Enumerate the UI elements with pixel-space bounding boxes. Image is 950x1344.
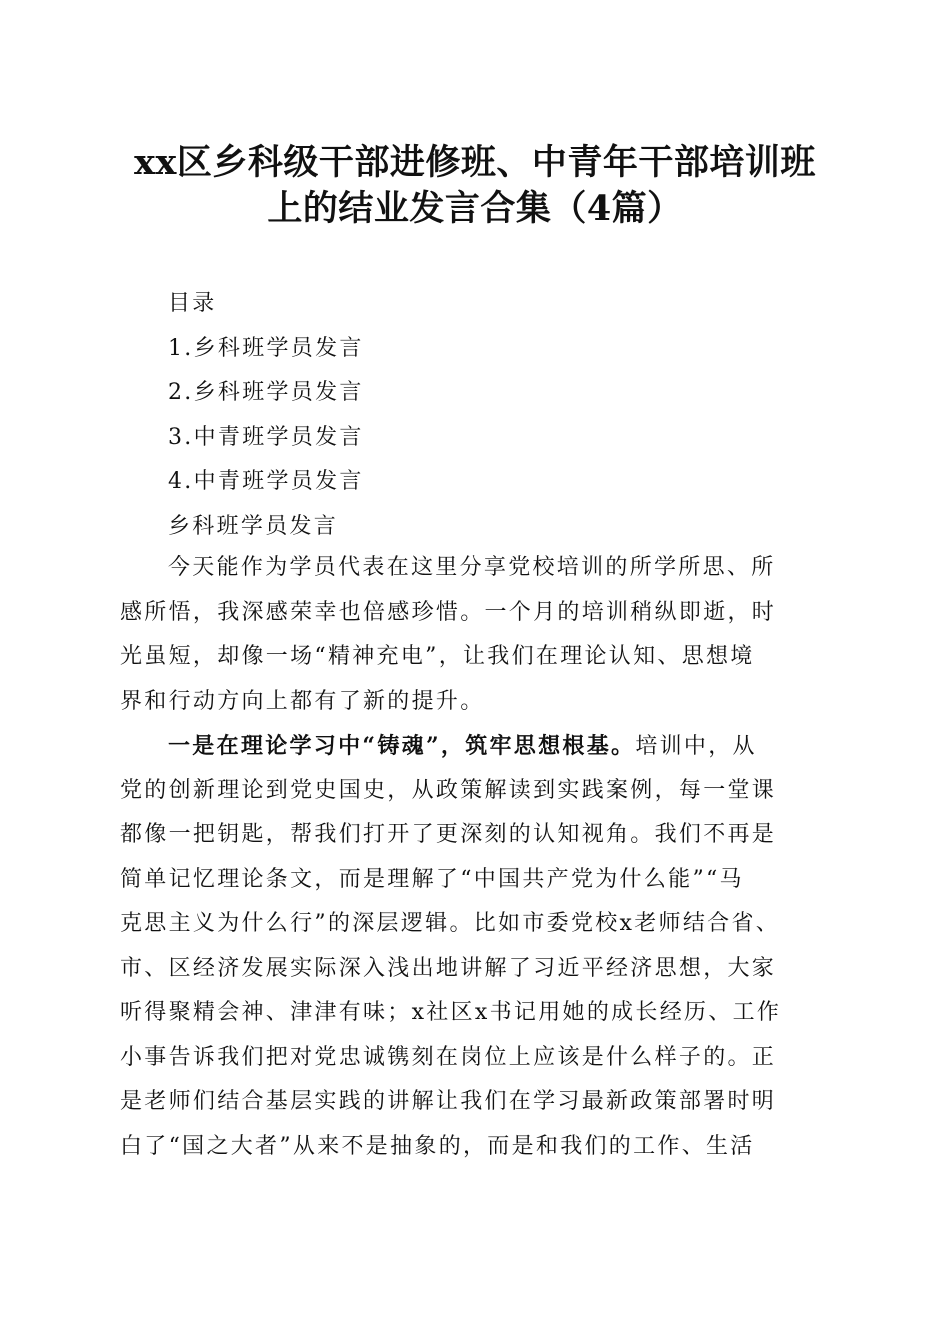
- paragraph-2-line: 简单记忆理论条文，而是理解了“中国共产党为什么能”“马: [120, 866, 744, 892]
- paragraph-1-line: 界和行动方向上都有了新的提升。: [120, 688, 485, 714]
- paragraph-2-line: 白了“国之大者”从来不是抽象的，而是和我们的工作、生活: [120, 1133, 755, 1159]
- paragraph-2-line: 小事告诉我们把对党忠诚镌刻在岗位上应该是什么样子的。正: [120, 1044, 777, 1070]
- toc-item: 2.乡科班学员发言: [168, 380, 364, 405]
- title-line-2: 上的结业发言合集（4篇）: [267, 188, 683, 229]
- paragraph-2-line: 市、区经济发展实际深入浅出地讲解了习近平经济思想，大家: [120, 955, 777, 981]
- section-heading: 乡科班学员发言: [168, 513, 339, 539]
- document-title: [80, 140, 870, 232]
- paragraph-2-first-line: [120, 724, 820, 769]
- toc-item: 3.中青班学员发言: [168, 424, 364, 450]
- toc-item: 1.乡科班学员发言: [168, 335, 364, 361]
- paragraph-2-bold-lead: 一是在理论学习中“铸魂”，筑牢思想根基。: [168, 733, 636, 759]
- toc-heading: 目录: [168, 291, 217, 316]
- paragraph-1-line: 今天能作为学员代表在这里分享党校培训的所学所思、所: [168, 555, 776, 580]
- table-of-contents: [168, 282, 364, 549]
- paragraph-2-line: 党的创新理论到党史国史，从政策解读到实践案例，每一堂课: [120, 777, 777, 803]
- paragraph-2-line: 听得聚精会神、津津有味；x社区x书记用她的成长经历、工作: [120, 1000, 782, 1025]
- paragraph-2-line: 都像一把钥匙，帮我们打开了更深刻的认知视角。我们不再是: [120, 822, 777, 847]
- paragraph-2-line: 是老师们结合基层实践的讲解让我们在学习最新政策部署时明: [120, 1089, 777, 1114]
- paragraph-2-line: 克思主义为什么行”的深层逻辑。比如市委党校x老师结合省、: [120, 911, 781, 936]
- paragraph-1-line: 感所悟，我深感荣幸也倍感珍惜。一个月的培训稍纵即逝，时: [120, 599, 777, 625]
- paragraph-1-line: 光虽短，却像一场“精神充电”，让我们在理论认知、思想境: [120, 644, 755, 669]
- document-body: [120, 546, 820, 1169]
- paragraph-2-first-rest: 培训中，从: [635, 734, 757, 759]
- toc-item: 4.中青班学员发言: [168, 469, 364, 494]
- title-line-1: xx区乡科级干部进修班、中青年干部培训班: [134, 142, 816, 183]
